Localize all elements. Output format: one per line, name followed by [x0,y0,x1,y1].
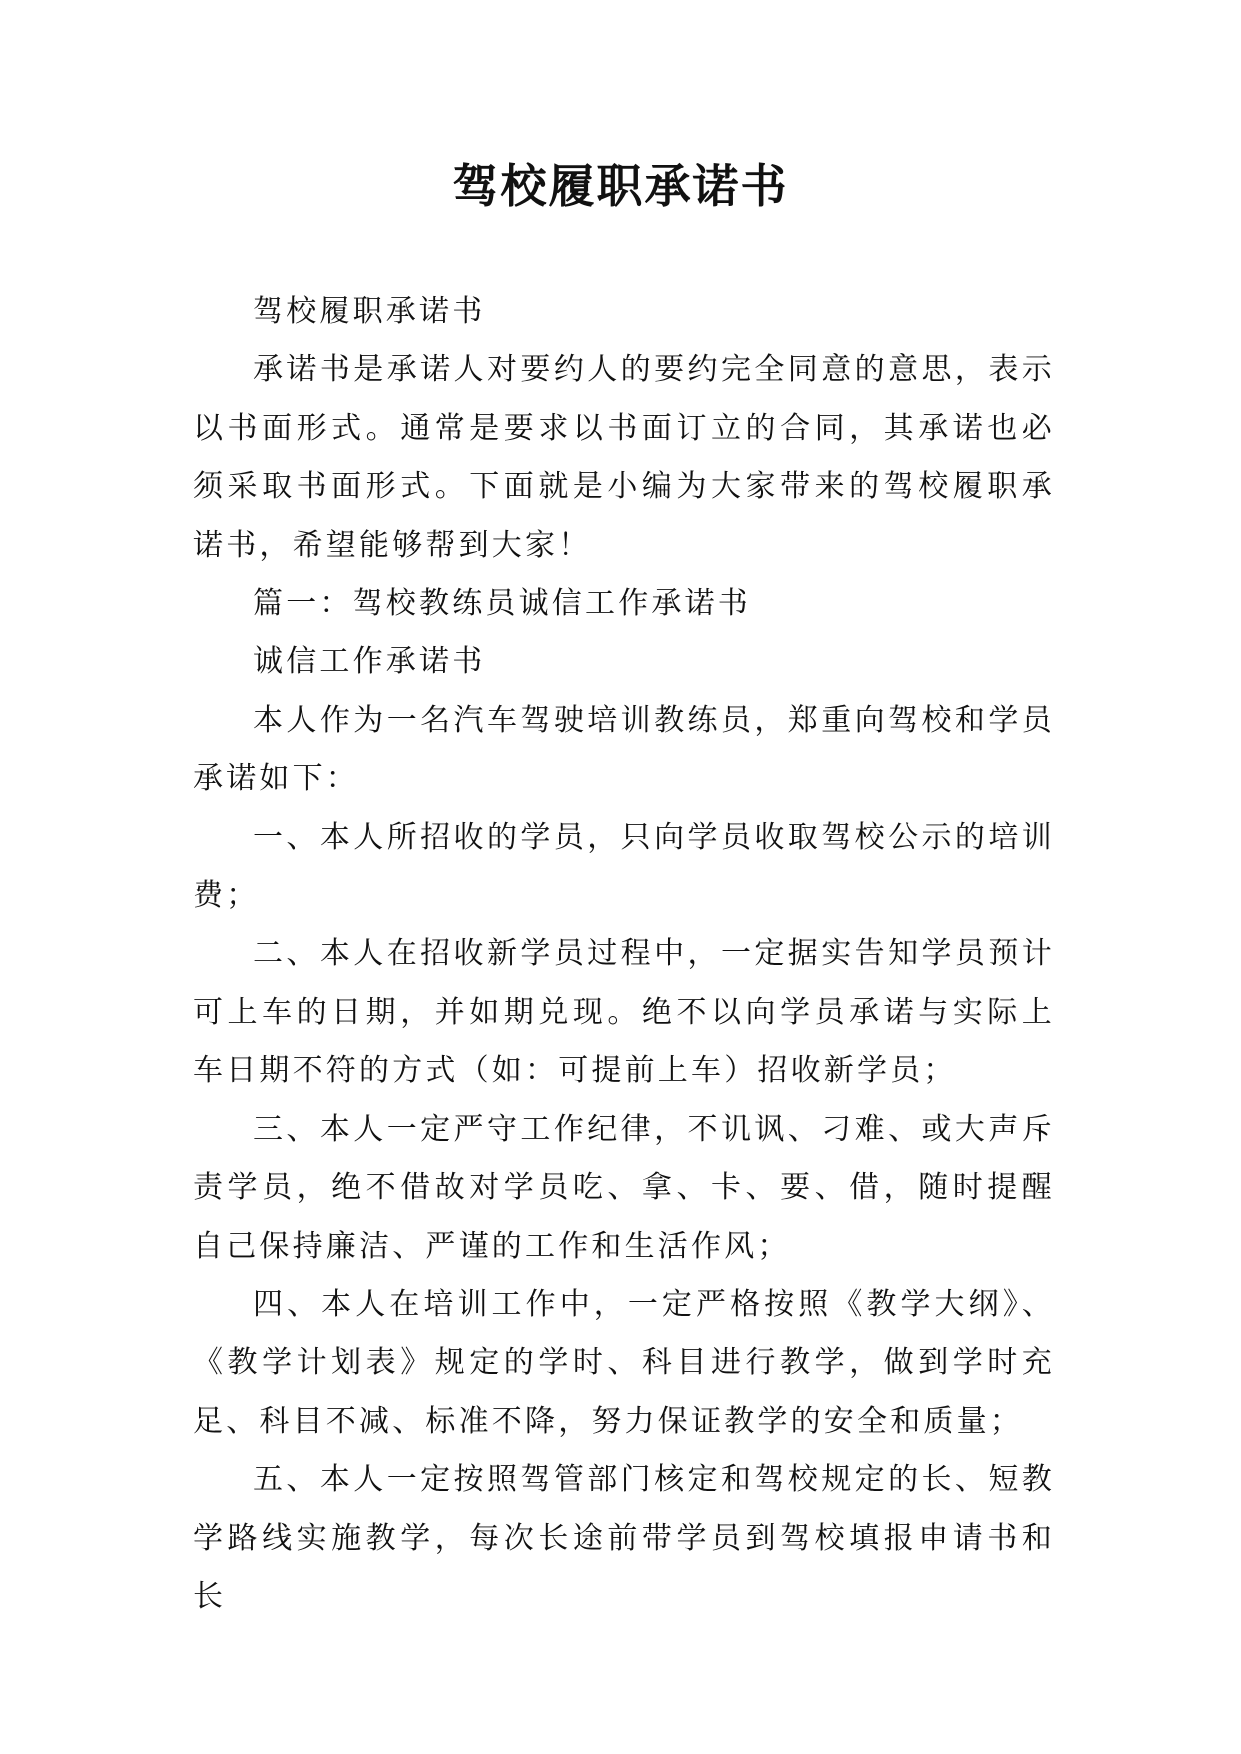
pledge-item-5: 五、本人一定按照驾管部门核定和驾校规定的长、短教学路线实施教学，每次长途前带学员到驾校填报申请书和长 [193,1462,1055,1614]
pledge-opening-paragraph: 本人作为一名汽车驾驶培训教练员，郑重向驾校和学员承诺如下： [193,702,1055,797]
pledge-item-3: 三、本人一定严守工作纪律，不讥讽、刁难、或大声斥责学员，绝不借故对学员吃、拿、卡、要、借，随时提醒自己保持廉洁、严谨的工作和生活作风； [193,1111,1055,1264]
pledge-item-4: 四、本人在培训工作中，一定严格按照《教学大纲》、《教学计划表》规定的学时、科目进行教学，做到学时充足、科目不减、标准不降，努力保证教学的安全和质量； [193,1286,1055,1439]
pledge-item-2: 二、本人在招收新学员过程中，一定据实告知学员预计可上车的日期，并如期兑现。绝不以向学员承诺与实际上车日期不符的方式（如：可提前上车）招收新学员； [193,936,1055,1089]
document-body [193,283,1055,1626]
section-heading: 篇一：驾校教练员诚信工作承诺书 [253,586,751,622]
section-subheading: 诚信工作承诺书 [253,644,486,680]
subtitle-paragraph: 驾校履职承诺书 [253,294,486,329]
pledge-item-1: 一、本人所招收的学员，只向学员收取驾校公示的培训费； [193,819,1055,914]
intro-paragraph: 承诺书是承诺人对要约人的要约完全同意的意思，表示以书面形式。通常是要求以书面订立的合同，其承诺也必须采取书面形式。下面就是小编为大家带来的驾校履职承诺书，希望能够帮到大家！ [193,352,1055,563]
document-title: 驾校履职承诺书 [452,159,789,213]
